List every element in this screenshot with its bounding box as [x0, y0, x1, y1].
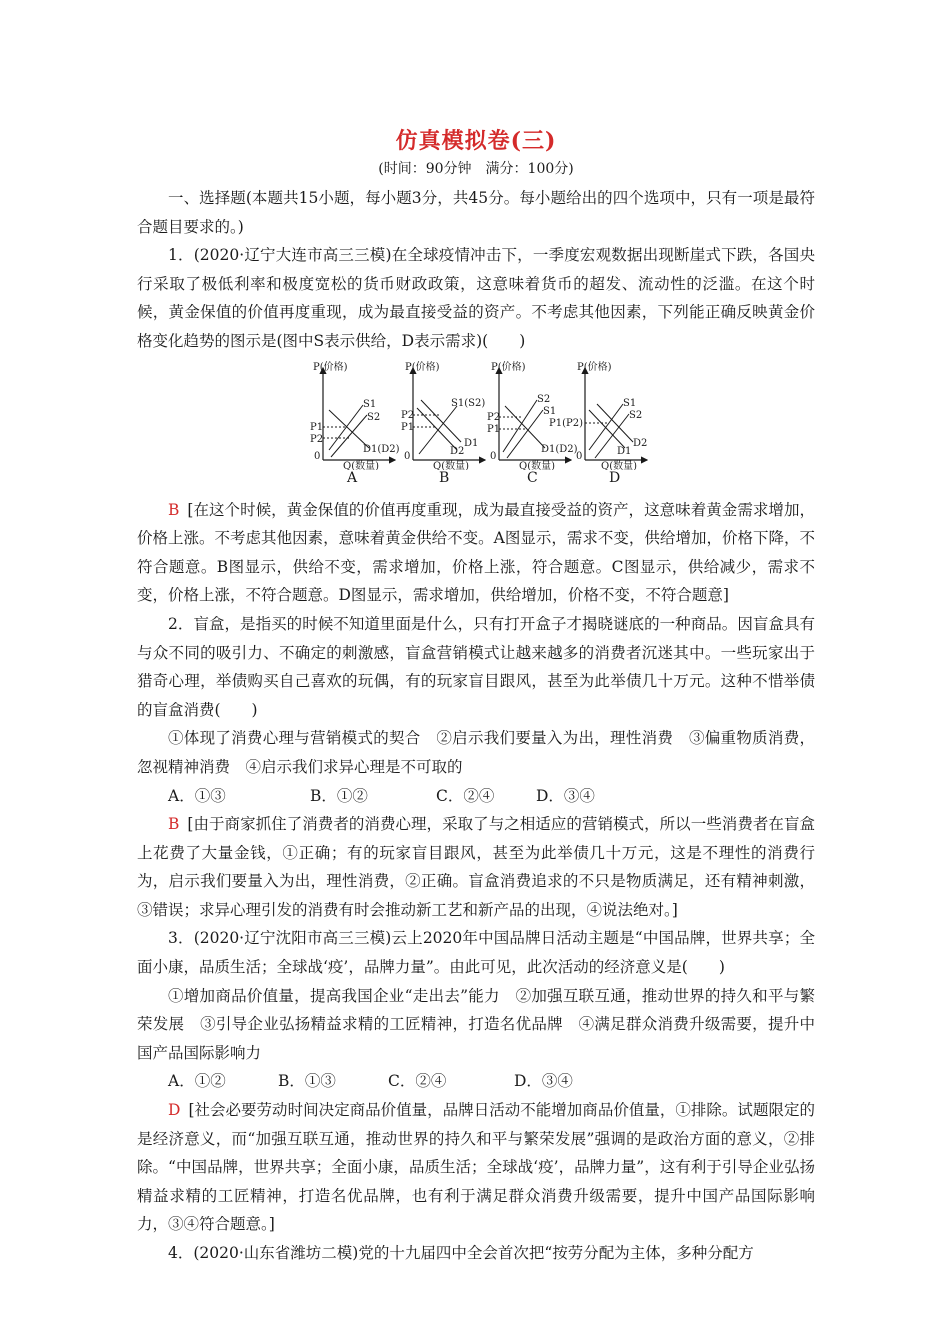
graph-c — [487, 360, 578, 470]
supply-label-top: S2 — [537, 393, 551, 405]
origin-label: 0 — [314, 450, 321, 462]
supply-label-bottom: S2 — [629, 409, 643, 421]
question-2-stem: 2．盲盒，是指买的时候不知道里面是什么，只有打开盒子才揭晓谜底的一种商品。因盲盒具有与众不同的吸引力、不确定的刺激感，盲盒营销模式让越来越多的消费者沉迷其中。一些玩家出于猎奇心理，举债购买自己喜欢的玩偶，有的玩家盲目跟风，甚至为此举债几十万元。这种不惜举债的盲盒消费( ) — [137, 614, 815, 719]
question-3-statements: ①增加商品价值量，提高我国企业“走出去”能力 ②加强互联互通，推动世界的持久和平与繁荣发展 ③引导企业弘扬精益求精的工匠精神，打造名优品牌 ④满足群众消费升级需要，提升中国产品国际影响力 — [137, 986, 815, 1062]
option-a: A．①③ — [168, 786, 226, 805]
option-b: B．①③ — [278, 1072, 336, 1091]
price-label: P1(P2) — [549, 417, 583, 429]
origin-label: 0 — [490, 450, 497, 462]
price-label-top: P2 — [487, 411, 501, 423]
graph-label-d: D — [609, 469, 621, 486]
question-3-stem: 3．(2020·辽宁沈阳市高三三模)云上2020年中国品牌日活动主题是“中国品牌，世界共享；全面小康，品质生活；全球战‘疫’，品牌力量”。由此可见，此次活动的经济意义是( ) — [137, 929, 815, 977]
option-d: D．③④ — [536, 786, 595, 805]
question-4-stem: 4．(2020·山东省潍坊二模)党的十九届四中全会首次把“按劳分配为主体，多种分配方 — [168, 1244, 754, 1262]
y-axis-label: P(价格) — [491, 361, 526, 373]
graph-label-b: B — [439, 469, 450, 486]
graph-letter-labels — [309, 470, 649, 492]
supply-label-bottom: S2 — [367, 411, 381, 423]
question-1-answer — [137, 496, 815, 610]
option-b: B．①② — [310, 786, 368, 805]
answer-explanation: [由于商家抓住了消费者的消费心理，采取了与之相适应的营销模式，所以一些消费者在盲盒上花费了大量金钱，①正确；有的玩家盲目跟风，甚至为此举债几十万元，这是不理性的消费行为，启示我们要量入为出，理性消费，②正确。盲盒消费追求的不只是物质满足，还有精神刺激，③错误；求异心理引发的消费有时会推动新工艺和新产品的出现，④说法绝对。] — [137, 815, 815, 919]
page-title: 仿真模拟卷(三) — [395, 128, 557, 154]
price-label-bottom: P2 — [310, 433, 324, 445]
supply-demand-graphs — [309, 360, 649, 470]
demand-label-left: D2 — [450, 445, 465, 457]
answer-explanation: [社会必要劳动时间决定商品价值量，品牌日活动不能增加商品价值量，①排除。试题限定的是经济意义，而“加强互联互通，推动世界的持久和平与繁荣发展”强调的是政治方面的意义，②排除。“中国品牌，世界共享；全面小康，品质生活；全球战‘疫’，品牌力量”，这有利于引导企业弘扬精益求精的工匠精神，打造名优品牌，也有利于满足群众消费升级需要，提升中国产品国际影响力，③④符合题意。] — [137, 1101, 815, 1234]
question-2-options — [137, 782, 815, 811]
supply-label-bottom: S1 — [543, 405, 557, 417]
exam-time-info: (时间：90分钟 满分：100分) — [378, 161, 574, 177]
y-axis-label: P(价格) — [405, 361, 440, 373]
origin-label: 0 — [576, 450, 583, 462]
question-3-answer — [137, 1096, 815, 1239]
price-label-top: P1 — [310, 421, 324, 433]
answer-letter: B — [168, 815, 180, 834]
option-c: C．②④ — [388, 1072, 447, 1091]
y-axis-label: P(价格) — [313, 361, 348, 373]
answer-letter: B — [168, 500, 180, 519]
supply-label-top: S1 — [363, 398, 377, 410]
question-1-stem: 1．(2020·辽宁大连市高三三模)在全球疫情冲击下，一季度宏观数据出现断崖式下跌，各国央行采取了极低利率和极度宽松的货币财政政策，这意味着货币的超发、流动性的泛滥。在这个时候，黄金保值的价值再度重现，成为最直接受益的资产。不考虑其他因素，下列能正确反映黄金价格变化趋势的图示是(图中S表示供给，D表示需求)( ) — [137, 246, 815, 350]
price-label-top: P2 — [401, 409, 415, 421]
graph-a — [310, 360, 400, 470]
answer-explanation: [在这个时候，黄金保值的价值再度重现，成为最直接受益的资产，这意味着黄金需求增加，价格上涨。不考虑其他因素，意味着黄金供给不变。A图显示，需求不变，供给增加，价格下降，不符合题意。B图显示，供给不变，需求增加，价格上涨，符合题意。C图显示，供给减少，需求不变，价格上涨，不符合题意。D图显示，需求增加，供给增加，价格不变，不符合题意] — [137, 500, 815, 605]
origin-label: 0 — [404, 450, 411, 462]
x-axis-label: Q(数量) — [343, 460, 380, 470]
graph-label-c: C — [527, 469, 538, 486]
question-2-answer — [137, 810, 815, 924]
price-label-bottom: P1 — [401, 421, 415, 433]
demand-label-left: D1 — [617, 445, 632, 457]
demand-label: D1(D2) — [541, 443, 578, 455]
y-axis-label: P(价格) — [577, 361, 612, 373]
exam-content — [137, 126, 815, 1268]
price-label-bottom: P1 — [487, 423, 501, 435]
graph-b — [401, 360, 485, 470]
section-header: 一、选择题(本题共15小题，每小题3分，共45分。每小题给出的四个选项中，只有一项是最符合题目要求的。) — [137, 189, 815, 236]
option-d: D．③④ — [514, 1072, 573, 1091]
demand-label-right: D2 — [633, 437, 648, 449]
option-a: A．①② — [168, 1072, 226, 1091]
supply-label-top: S1 — [623, 397, 637, 409]
demand-label-right: D1 — [464, 437, 479, 449]
question-1-figures — [137, 360, 815, 492]
answer-letter: D — [168, 1101, 181, 1120]
x-axis-label: Q(数量) — [601, 460, 638, 470]
x-axis-label: Q(数量) — [433, 460, 470, 470]
question-3-options — [137, 1067, 815, 1096]
graph-label-a: A — [347, 469, 358, 486]
question-2-statements: ①体现了消费心理与营销模式的契合 ②启示我们要量入为出，理性消费 ③偏重物质消费，忽视精神消费 ④启示我们求异心理是不可取的 — [137, 729, 815, 776]
option-c: C．②④ — [436, 786, 495, 805]
demand-label: D1(D2) — [363, 443, 400, 455]
supply-label: S1(S2) — [451, 397, 486, 409]
x-axis-label: Q(数量) — [519, 460, 556, 470]
